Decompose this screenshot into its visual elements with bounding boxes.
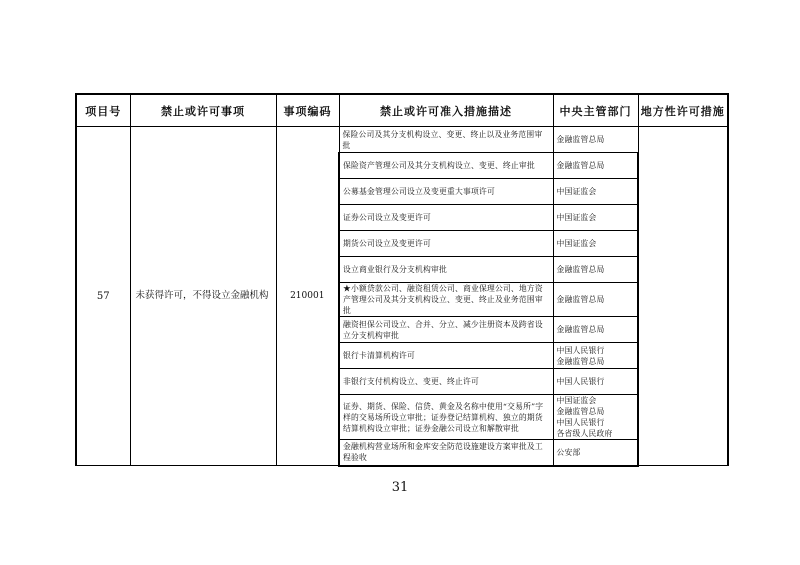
measure-description: 证券公司设立及变更许可 — [339, 205, 553, 231]
measure-description: 设立商业银行及分支机构审批 — [339, 257, 553, 283]
local-measures — [638, 127, 728, 466]
department-name: 公安部 — [556, 447, 581, 457]
measure-description: 保险公司及其分支机构设立、变更、终止以及业务范围审批 — [339, 127, 553, 153]
header-measure-description: 禁止或许可准入措施描述 — [339, 94, 553, 127]
measure-description: 融资担保公司设立、合并、分立、减少注册资本及跨省设立分支机构审批 — [339, 317, 553, 343]
department-name: 中国人民银行 — [556, 377, 605, 386]
department-name: 金融监管总局 — [556, 265, 605, 274]
department-name: 金融监管总局 — [556, 356, 605, 366]
central-department — [553, 153, 638, 179]
page-number: 31 — [391, 480, 409, 495]
measure-row — [76, 127, 728, 153]
item-code: 210001 — [276, 127, 339, 466]
central-department — [553, 231, 638, 257]
central-department — [553, 205, 638, 231]
table-body — [76, 127, 728, 466]
catalog-table — [75, 93, 729, 467]
measure-description: 金融机构营业场所和金库安全防范设施建设方案审批及工程验收 — [339, 440, 553, 466]
measure-description: 公募基金管理公司设立及变更重大事项许可 — [339, 179, 553, 205]
central-department — [553, 440, 638, 466]
item-number: 57 — [76, 127, 130, 466]
department-name: 金融监管总局 — [556, 407, 605, 416]
central-department — [553, 127, 638, 153]
header-central-department: 中央主管部门 — [553, 94, 638, 127]
department-name: 中国证监会 — [556, 187, 597, 196]
central-department — [553, 283, 638, 317]
measure-description: ★小额贷款公司、融资租赁公司、商业保理公司、地方资产管理公司及其分支机构设立、变更、终止及业务范围审批 — [339, 283, 553, 317]
header-local-measures: 地方性许可措施 — [638, 94, 728, 127]
department-name: 中国证监会 — [556, 213, 597, 222]
department-name: 金融监管总局 — [556, 325, 605, 334]
central-department — [553, 317, 638, 343]
header-prohibited-or-permitted-item: 禁止或许可事项 — [130, 94, 276, 127]
header-item-number: 项目号 — [76, 94, 130, 127]
table-header-row — [76, 94, 728, 127]
item-description: 未获得许可，不得设立金融机构 — [130, 127, 276, 466]
measure-description: 保险资产管理公司及其分支机构设立、变更、终止审批 — [339, 153, 553, 179]
department-name: 金融监管总局 — [556, 135, 605, 144]
central-department — [553, 369, 638, 395]
department-name: 中国证监会 — [556, 239, 597, 248]
measure-description: 银行卡清算机构许可 — [339, 343, 553, 369]
department-name: 中国人民银行 — [556, 418, 605, 427]
central-department — [553, 257, 638, 283]
department-name: 中国证监会 — [556, 396, 597, 405]
central-department — [553, 395, 638, 440]
header-item-code: 事项编码 — [276, 94, 339, 127]
central-department — [553, 343, 638, 369]
department-name: 中国人民银行 — [556, 345, 605, 355]
measure-description: 非银行支付机构设立、变更、终止许可 — [339, 369, 553, 395]
central-department — [553, 179, 638, 205]
department-name: 各省级人民政府 — [556, 429, 613, 438]
department-name: 金融监管总局 — [556, 161, 605, 170]
department-name: 金融监管总局 — [556, 295, 605, 304]
measure-description: 期货公司设立及变更许可 — [339, 231, 553, 257]
measure-description: 证券、期货、保险、信贷、黄金及名称中使用“交易所”字样的交易场所设立审批；证券登记结算机构、独立的期货结算机构设立审批；证券金融公司设立和解散审批 — [339, 395, 553, 440]
